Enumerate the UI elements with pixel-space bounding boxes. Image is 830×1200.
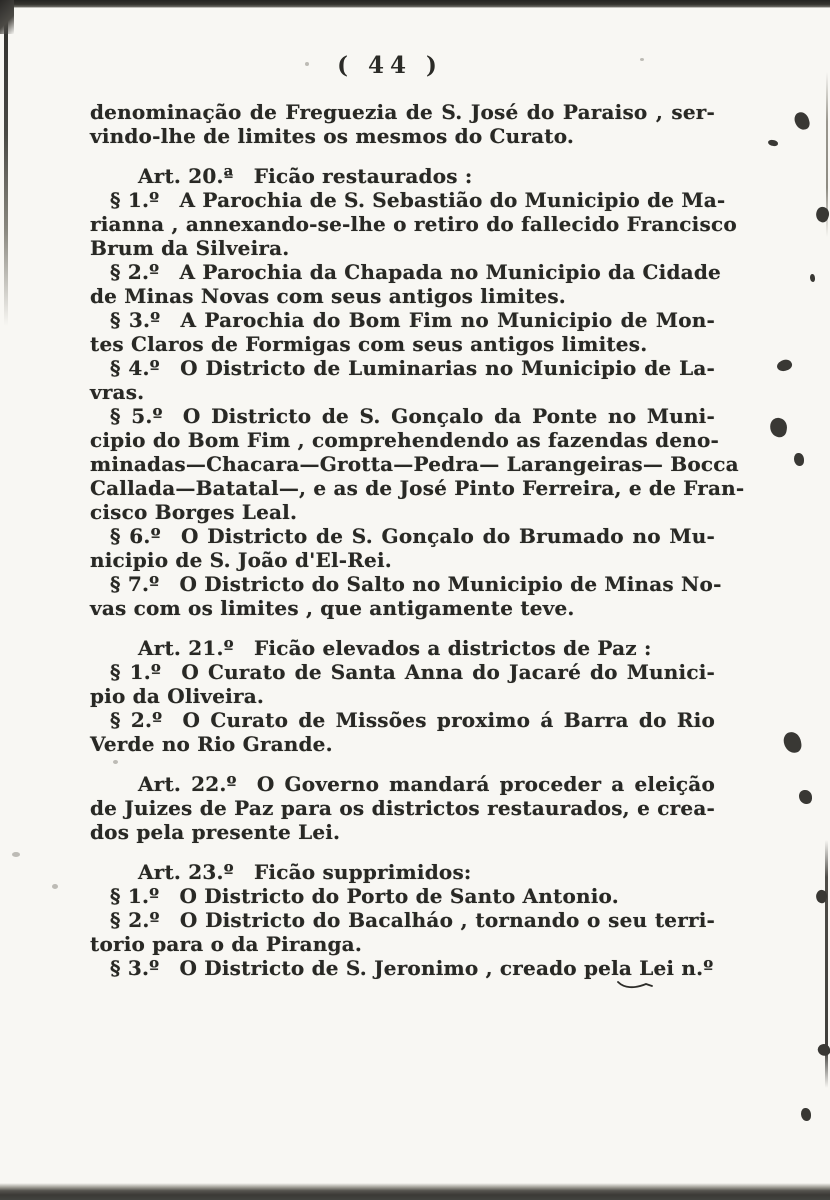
paragraph [90,356,715,404]
paragraph [90,772,715,844]
paragraph [90,308,715,356]
text-line: § 3.º A Parochia do Bom Fim no Municipio de Mon- [110,308,715,332]
text-line: cipio do Bom Fim , comprehendendo as fazendas deno- [90,428,720,452]
text-line: nicipio de S. João d'El-Rei. [90,548,392,572]
paragraph [90,572,722,620]
scan-border-right-lower [825,840,828,1088]
text-line: rianna , annexando-se-lhe o retiro do fallecido Francisco [90,212,737,236]
text-line: § 1.º O Districto do Porto de Santo Antonio. [110,884,619,908]
text-line: cisco Borges Leal. [90,500,298,524]
ink-speck [810,274,815,282]
text-line: Brum da Silveira. [90,236,290,260]
text-line: Art. 22.º O Governo mandará proceder a eleição [138,772,715,796]
ink-speck [794,453,804,466]
text-line: Art. 23.º Ficão supprimidos: [138,860,472,884]
text-line: denominação de Freguezia de S. José do Paraiso , ser- [90,100,715,124]
paragraph [90,708,715,756]
text-line: § 2.º A Parochia da Chapada no Municipio da Cidade [110,260,721,284]
text-line: dos pela presente Lei. [90,820,341,844]
ink-speck [801,1108,811,1121]
text-line: torio para o da Piranga. [90,932,363,956]
text-line: vras. [90,380,145,404]
ink-speck [816,1042,830,1057]
ink-speck [12,852,20,857]
paragraph [90,164,715,188]
paragraph [90,660,715,708]
ink-speck [815,889,829,904]
text-line: tes Claros de Formigas com seus antigos limites. [90,332,648,356]
text-line: § 3.º O Districto de S. Jeronimo , creado pela Lei n.º [110,956,714,980]
text-line: § 7.º O Districto do Salto no Municipio de Minas No- [110,572,722,596]
ink-speck [52,884,58,889]
text-line: vas com os limites , que antigamente teve. [90,596,575,620]
text-line: vindo-lhe de limites os mesmos do Curato. [90,124,575,148]
text-line: Callada—Batatal—, e as de José Pinto Ferreira, e de Fran- [90,476,745,500]
scan-border-bottom [0,1183,830,1200]
paragraph [90,100,715,148]
ink-speck [775,357,793,373]
text-line: de Juizes de Paz para os districtos restaurados, e crea- [90,796,715,820]
paragraph [90,884,715,908]
text-line: § 2.º O Districto do Bacalháo , tornando o seu terri- [110,908,715,932]
text-line: § 4.º O Districto de Luminarias no Municipio de La- [110,356,715,380]
ink-speck [782,731,802,755]
text-line: minadas—Chacara—Grotta—Pedra— Larangeiras— Bocca [90,452,739,476]
ink-speck [814,205,830,224]
text-line: de Minas Novas com seus antigos limites. [90,284,566,308]
text-line: § 5.º O Districto de S. Gonçalo da Ponte no Muni- [110,404,715,428]
paragraph [90,908,715,956]
text-line: § 1.º O Curato de Santa Anna do Jacaré do Munici- [110,660,715,684]
text-line: § 6.º O Districto de S. Gonçalo do Brumado no Mu- [110,524,715,548]
page-number: ( 44 ) [337,52,443,79]
text-line: Art. 20.ª Ficão restaurados : [138,164,473,188]
ink-speck [793,110,811,131]
ink-speck [768,140,778,147]
text-line: Verde no Rio Grande. [90,732,333,756]
text-line: § 2.º O Curato de Missões proximo á Barra do Rio [110,708,715,732]
text-block [90,100,745,980]
ink-speck [799,790,812,804]
paragraph [90,860,715,884]
text-line: § 1.º A Parochia de S. Sebastião do Municipio de Ma- [110,188,726,212]
scan-border-left [4,6,8,326]
paragraph [90,524,715,572]
scan-border-right-upper [826,72,828,237]
paragraph [90,188,737,260]
scan-corner-top-left [0,0,14,34]
handwritten-swoosh-mark [616,976,656,992]
scan-border-top [0,0,830,8]
text-line: Art. 21.º Ficão elevados a districtos de Paz : [138,636,652,660]
paragraph [90,636,715,660]
text-line: pio da Oliveira. [90,684,265,708]
ink-speck [640,58,644,61]
ink-speck [768,417,788,439]
paragraph [90,404,745,524]
paragraph [90,260,721,308]
